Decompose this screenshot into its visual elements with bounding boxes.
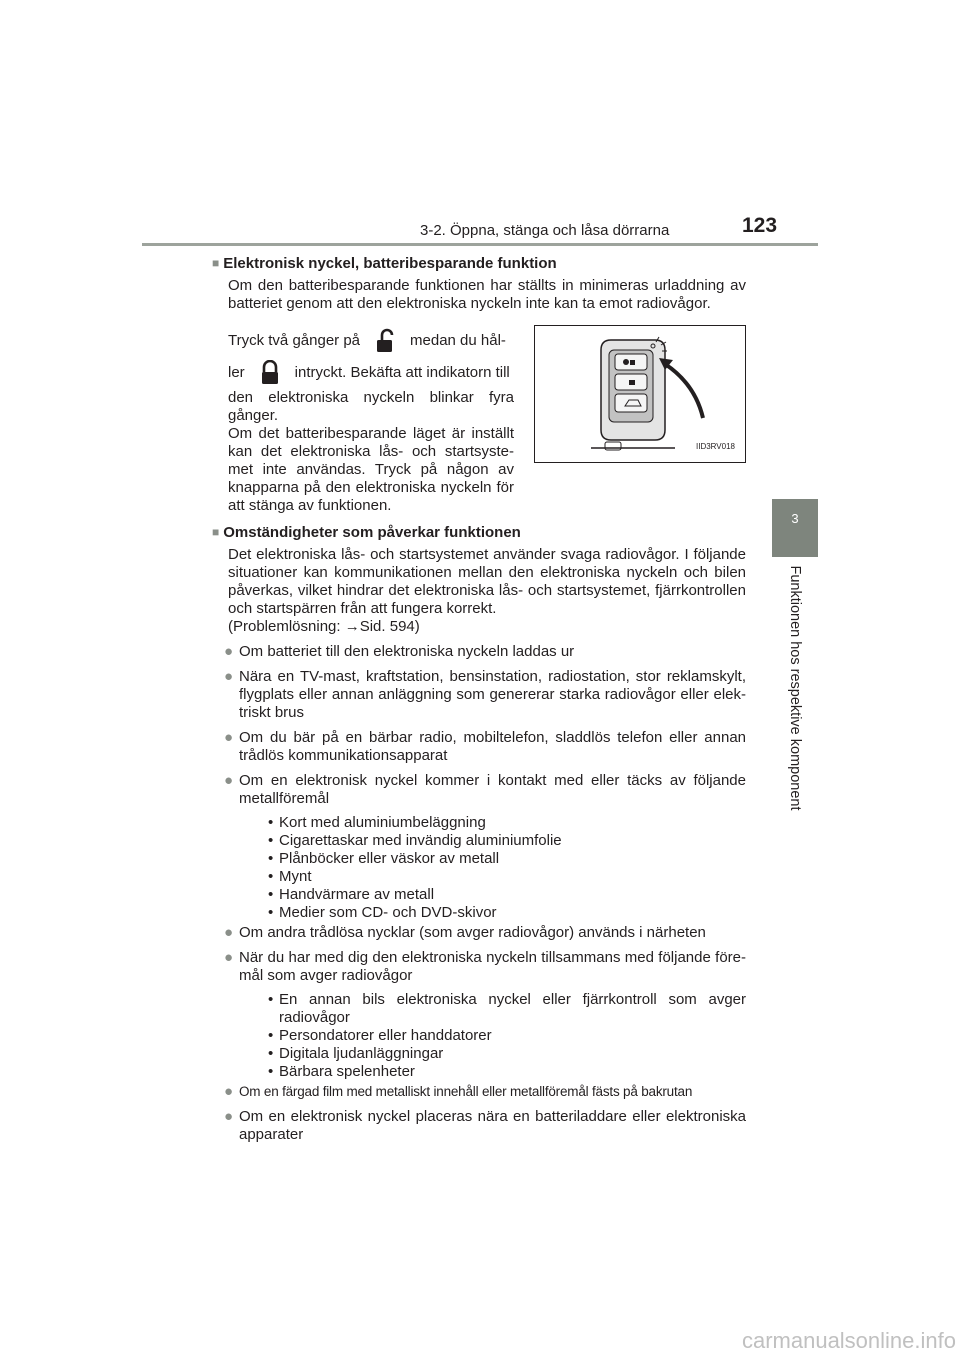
circle-bullet-icon: ● bbox=[224, 729, 234, 746]
list-item: ● Om andra trådlösa nycklar (som avger radiovågor) används i närheten bbox=[224, 924, 706, 941]
sub-list-item: • Bärbara spelenheter bbox=[268, 1063, 415, 1080]
header-title: 3-2. Öppna, stänga och låsa dörrarna bbox=[420, 222, 670, 239]
sub-list-item: • Cigarettaskar med invändig aluminiumfolie bbox=[268, 832, 562, 849]
circle-bullet-icon: ● bbox=[224, 643, 234, 660]
list-item: ● Om en elektronisk nyckel kommer i kontakt med eller täcks av följande metallföremål • Kort med aluminiumbeläggning • Cigarettaskar med invändig aluminiumfolie • Plånböcker eller väskor av metall • Mynt • Handvärmare av metall • Medier som CD- och DVD-skivor bbox=[224, 772, 746, 921]
section-circumstances bbox=[212, 523, 746, 1144]
instruction-text bbox=[228, 325, 514, 515]
sub-list-item: • Medier som CD- och DVD-skivor bbox=[268, 904, 497, 921]
troubleshooting-reference: (Problemlösning: →Sid. 594) bbox=[228, 618, 420, 635]
circle-bullet-icon: ● bbox=[224, 1083, 233, 1100]
section-heading-battery-saving: ■ Elektronisk nyckel, batteribesparande funktion bbox=[212, 255, 557, 272]
metal-items-list bbox=[239, 814, 746, 922]
circle-bullet-icon: ● bbox=[224, 949, 234, 966]
circle-bullet-icon: ● bbox=[224, 1108, 234, 1125]
instruction-row bbox=[212, 325, 746, 515]
section-heading-circumstances: ■ Omständigheter som påverkar funktionen bbox=[212, 524, 521, 541]
header-rule bbox=[142, 243, 818, 246]
sub-list-item: • En annan bils elektroniska nyckel eller fjärrkontroll som avger radiovågor bbox=[268, 991, 746, 1026]
instruction-line-2: ler intryckt. Bekäfta att indikatorn till bbox=[228, 357, 514, 389]
list-item: ● Om du bär på en bärbar radio, mobiltelefon, sladdlös telefon eller annan trådlös kommunikationsapparat bbox=[224, 729, 746, 764]
unlock-icon bbox=[368, 328, 402, 354]
sub-list-item: • Kort med aluminiumbeläggning bbox=[268, 814, 486, 831]
sub-list-item: • Plånböcker eller väskor av metall bbox=[268, 850, 500, 867]
circle-bullet-icon: ● bbox=[224, 924, 234, 941]
page-number: 123 bbox=[742, 214, 778, 237]
battery-saving-intro: Om den batteribesparande funktionen har ställts in minimeras urladdning av batteriet genom att den elektroniska nyckeln inte kan ta emot radiovågor. bbox=[228, 277, 746, 312]
square-bullet-icon: ■ bbox=[212, 256, 220, 270]
sub-list-item: • Persondatorer eller handdatorer bbox=[268, 1027, 492, 1044]
instruction-line-1: Tryck två gånger på medan du hål- bbox=[228, 325, 514, 357]
battery-saving-note: Om det batteribesparande läget är inställt kan det elektroniska lås- och startsyste-met inte användas. Tryck på någon av knapparna på den elektroniska nyckeln för att stänga av funktionen. bbox=[228, 425, 514, 514]
sub-list-item: • Mynt bbox=[268, 868, 312, 885]
circumstance-list bbox=[212, 643, 746, 1144]
sub-list-item: • Digitala ljudanläggningar bbox=[268, 1045, 444, 1062]
radio-items-list bbox=[239, 991, 746, 1081]
list-item: ● Nära en TV-mast, kraftstation, bensinstation, radiostation, stor reklamskylt, flygplats eller annan anläggning som genererar starka radiovågor eller elek-triskt brus bbox=[224, 668, 746, 721]
instruction-rest: den elektroniska nyckeln blinkar fyra gånger. bbox=[228, 389, 514, 424]
circle-bullet-icon: ● bbox=[224, 772, 234, 789]
chapter-label: Funktionen hos respektive komponent bbox=[787, 565, 803, 811]
list-item: ● Om en färgad film med metalliskt innehåll eller metallföremål fästs på bakrutan bbox=[224, 1083, 693, 1100]
circle-bullet-icon: ● bbox=[224, 668, 234, 685]
page-content bbox=[212, 254, 746, 1144]
watermark: carmanualsonline.info bbox=[741, 1328, 956, 1353]
list-item: ● Om batteriet till den elektroniska nyckeln laddas ur bbox=[224, 643, 575, 660]
list-item: ● När du har med dig den elektroniska nyckeln tillsammans med följande före-mål som avger radiovågor • En annan bils elektroniska nyckel eller fjärrkontroll som avger radiovågor • Persondatorer eller handdatorer • Digitala ljudanläggningar • Bärbara spelenheter bbox=[224, 949, 746, 1080]
chapter-tab: 3 bbox=[772, 499, 818, 557]
square-bullet-icon: ■ bbox=[212, 525, 220, 539]
sub-list-item: • Handvärmare av metall bbox=[268, 886, 435, 903]
circumstances-intro: Det elektroniska lås- och startsystemet använder svaga radiovågor. I följande situationer kan kommunikationen mellan den elektroniska nyckeln och bilen påverkas, vilket hindrar det elektroniska lås- och startsystemet, fjärrkontrollen och startspärren från att fungera korrekt. bbox=[228, 546, 746, 617]
list-item: ● Om en elektronisk nyckel placeras nära en batteriladdare eller elektroniska apparater bbox=[224, 1108, 746, 1143]
electronic-key-figure bbox=[534, 325, 746, 463]
lock-icon bbox=[253, 360, 287, 386]
figure-code: IID3RV018 bbox=[696, 442, 735, 451]
